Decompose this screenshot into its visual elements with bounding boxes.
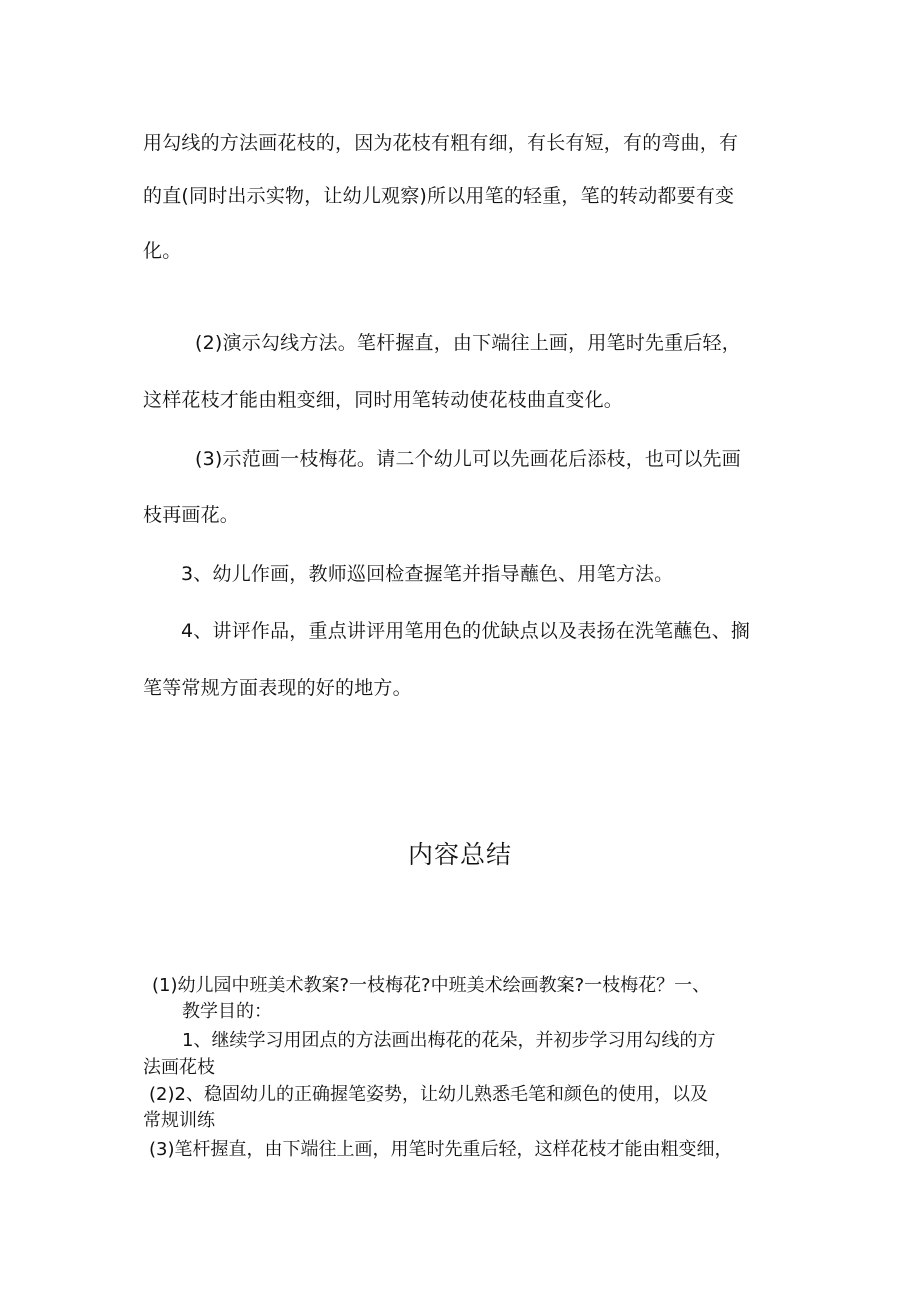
summary-item-2-line-2: 常规训练 [143,1110,215,1131]
paragraph-4-line-1: 3、幼儿作画，教师巡回检查握笔并指导蘸色、用笔方法。 [181,563,674,585]
summary-item-2-line-1: (2)2、稳固幼儿的正确握笔姿势，让幼儿熟悉毛笔和颜色的使用，以及 [149,1084,708,1105]
summary-item-1-line-4: 法画花枝 [143,1057,215,1078]
summary-item-1-line-1: (1)幼儿园中班美术教案?一枝梅花?中班美术绘画教案?一枝梅花？一、 [152,975,711,996]
paragraph-1-line-3: 化。 [143,240,182,262]
paragraph-2-line-2: 这样花枝才能由粗变细，同时用笔转动使花枝曲直变化。 [143,389,624,411]
summary-item-1-line-3: 1、继续学习用团点的方法画出梅花的花朵，并初步学习用勾线的方 [182,1030,716,1051]
paragraph-5-line-1: 4、讲评作品，重点讲评用笔用色的优缺点以及表扬在洗笔蘸色、搁 [181,620,751,642]
summary-item-1-line-2: 教学目的： [182,1001,272,1022]
paragraph-1-line-2: 的直(同时出示实物，让幼儿观察)所以用笔的轻重，笔的转动都要有变 [143,185,735,207]
paragraph-5-line-2: 笔等常规方面表现的好的地方。 [143,677,412,699]
paragraph-1-line-1: 用勾线的方法画花枝的，因为花枝有粗有细，有长有短，有的弯曲，有 [143,132,739,154]
summary-item-3-line-1: (3)笔杆握直，由下端往上画，用笔时先重后轻，这样花枝才能由粗变细， [149,1139,733,1160]
paragraph-3-line-2: 枝再画花。 [143,504,240,526]
paragraph-2-line-1: (2)演示勾线方法。笔杆握直，由下端往上画，用笔时先重后轻， [195,332,741,354]
summary-title: 内容总结 [407,840,512,869]
paragraph-3-line-1: (3)示范画一枝梅花。请二个幼儿可以先画花后添枝，也可以先画 [195,448,741,470]
